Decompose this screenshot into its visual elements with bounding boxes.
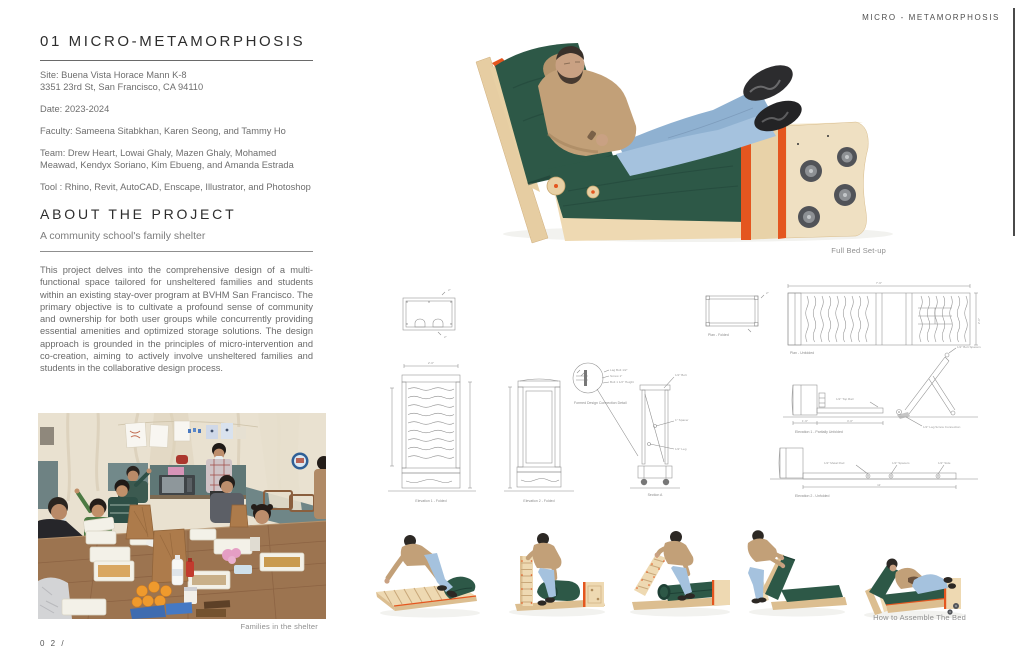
assembly-step-4 — [735, 528, 855, 622]
svg-text:1'-6": 1'-6" — [801, 419, 809, 423]
site-line-1: Site: Buena Vista Horace Mann K-8 — [40, 70, 187, 80]
svg-text:1/2" Top Rail: 1/2" Top Rail — [836, 397, 854, 401]
svg-text:Elevation 1 - Folded: Elevation 1 - Folded — [415, 499, 447, 503]
svg-text:1/2" Side: 1/2" Side — [938, 461, 951, 465]
page-title: 01 MICRO-METAMORPHOSIS — [40, 33, 313, 61]
family-photo — [38, 413, 326, 619]
svg-text:Plan - Unfolded: Plan - Unfolded — [790, 351, 815, 355]
left-column — [40, 33, 313, 375]
svg-text:1/2" Bolt: 1/2" Bolt — [675, 373, 687, 377]
divider — [40, 251, 313, 252]
porthole-sign — [292, 453, 309, 470]
page-number: 0 2 / — [40, 639, 66, 648]
svg-text:1/2" Lag Screw Connection: 1/2" Lag Screw Connection — [923, 425, 961, 429]
svg-text:2": 2" — [766, 291, 769, 295]
drawing-plan-folded — [706, 291, 769, 337]
meta-date: Date: 2023-2024 — [40, 104, 110, 114]
svg-text:Lag Bolt 1/2": Lag Bolt 1/2" — [610, 368, 628, 372]
svg-text:11': 11' — [877, 483, 881, 487]
project-meta — [40, 69, 313, 193]
assembly-step-3 — [618, 528, 740, 622]
svg-text:1/2" Bolt Spacers: 1/2" Bolt Spacers — [957, 345, 981, 349]
svg-text:Elevation 1 - Partially Unfold: Elevation 1 - Partially Unfolded — [795, 430, 843, 434]
svg-text:2": 2" — [444, 335, 447, 339]
assembly-caption: How to Assemble The Bed — [873, 613, 966, 622]
assembly-step-5 — [856, 536, 990, 622]
about-subtitle: A community school's family shelter — [40, 230, 206, 242]
hero-caption: Full Bed Set-up — [831, 246, 886, 255]
svg-text:4'-0": 4'-0" — [846, 419, 854, 423]
drawing-elevation2-folded — [504, 379, 574, 503]
svg-text:1/2" Spacers: 1/2" Spacers — [892, 461, 910, 465]
meta-faculty: Faculty: Sameena Sitabkhan, Karen Seong, and Tammy Ho — [40, 126, 286, 136]
site-line-2: 3351 23rd St, San Francisco, CA 94110 — [40, 82, 204, 92]
svg-text:2'-0": 2'-0" — [977, 317, 981, 325]
svg-text:1/2" Leg: 1/2" Leg — [675, 447, 687, 451]
drawing-plan-box — [403, 288, 455, 339]
drawing-elevation1-folded — [388, 361, 476, 503]
drawing-elevation-partially-unfolded — [783, 345, 981, 434]
technical-drawings — [378, 276, 1010, 522]
drawing-plan-unfolded — [788, 281, 981, 355]
svg-text:Section A: Section A — [647, 493, 663, 497]
svg-text:Plan - Folded: Plan - Folded — [708, 333, 729, 337]
svg-text:Screw 1": Screw 1" — [610, 374, 623, 378]
running-header: MICRO - METAMORPHOSIS — [862, 13, 1000, 22]
about-heading: ABOUT THE PROJECT — [40, 206, 237, 222]
svg-text:Elevation 2 - Folded: Elevation 2 - Folded — [523, 499, 555, 503]
svg-text:Elevation 2 - Unfolded: Elevation 2 - Unfolded — [795, 494, 830, 498]
svg-text:1" Spacer: 1" Spacer — [675, 418, 689, 422]
right-edge-rule — [1013, 8, 1015, 236]
assembly-step-2 — [495, 528, 613, 622]
wall-fixture — [40, 427, 54, 445]
meta-team: Team: Drew Heart, Lowai Ghaly, Mazen Ghaly, Mohamed Meawad, Kendyx Soriano, Kim Ebueng, and Amanda Estrada — [40, 148, 294, 170]
assembly-step-1 — [372, 528, 490, 622]
svg-text:Formed Design Connection Detai: Formed Design Connection Detail — [574, 401, 627, 405]
meta-site — [40, 69, 313, 93]
hero-photo — [468, 26, 940, 248]
hand — [596, 134, 608, 146]
svg-text:Bolt 1 1/2" Height: Bolt 1 1/2" Height — [610, 380, 634, 384]
meta-tools: Tool : Rhino, Revit, AutoCAD, Enscape, Illustrator, and Photoshop — [40, 182, 311, 192]
drawing-section — [630, 373, 688, 497]
svg-text:7'-6": 7'-6" — [875, 281, 883, 285]
family-photo-caption: Families in the shelter — [240, 622, 318, 631]
drawing-connection-detail — [573, 363, 638, 456]
drawing-elevation-unfolded — [770, 448, 978, 498]
svg-text:1/2" Metal Rod: 1/2" Metal Rod — [824, 461, 845, 465]
about-body: This project delves into the comprehensive design of a multi-functional space tailored for unsheltered families and students within an existing stay-over program at BVHM San Francisco. The primary objective is to cultivate a profound sense of community and ownership for both user groups while concurrently providing essential amenities and optimized storage solutions. The design approach is grounded in the principles of micro-intervention and co-creation, aiming to actively involve unsheltered families and students in the collaborative design process. — [40, 265, 313, 374]
red-kettle — [176, 455, 188, 464]
svg-text:2": 2" — [448, 288, 451, 292]
svg-text:2'-0": 2'-0" — [427, 361, 435, 365]
